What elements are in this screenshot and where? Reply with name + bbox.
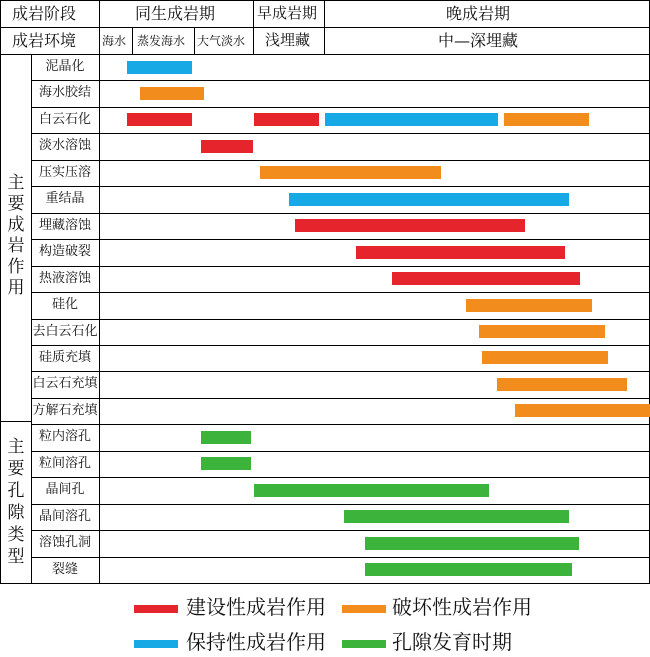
env-label: 成岩环境 bbox=[12, 31, 77, 50]
row-separator bbox=[31, 160, 650, 161]
bar-pore bbox=[365, 537, 579, 550]
row-separator bbox=[31, 80, 650, 81]
env-shallow: 浅埋藏 bbox=[265, 31, 311, 49]
legend-swatch-pore bbox=[342, 640, 386, 648]
row-separator bbox=[31, 451, 650, 452]
row-label: 晶间孔 bbox=[45, 482, 85, 498]
row-label: 溶蚀孔洞 bbox=[38, 535, 91, 551]
stage-syn: 同生成岩期 bbox=[135, 4, 216, 23]
bar-constructive bbox=[201, 140, 253, 153]
row-label: 热液溶蚀 bbox=[38, 270, 91, 286]
bar-constructive bbox=[356, 246, 565, 259]
grid-line bbox=[253, 0, 254, 54]
bar-destructive bbox=[497, 378, 627, 391]
bar-pore bbox=[254, 484, 489, 497]
row-separator bbox=[31, 186, 650, 187]
row-label: 海水胶结 bbox=[38, 85, 91, 101]
row-label: 硅化 bbox=[51, 297, 78, 313]
bar-preservative bbox=[325, 113, 498, 126]
group-main-diagenesis: 主要成岩作用 bbox=[7, 173, 25, 298]
bar-destructive bbox=[466, 299, 592, 312]
row-separator bbox=[31, 345, 650, 346]
env-meteoric: 大气淡水 bbox=[197, 34, 246, 48]
legend-constructive: 建设性成岩作用 bbox=[186, 595, 326, 619]
bar-constructive bbox=[295, 219, 525, 232]
row-label: 埋藏溶蚀 bbox=[38, 217, 91, 233]
stage-label: 成岩阶段 bbox=[12, 4, 77, 23]
grid-line bbox=[0, 54, 650, 55]
row-separator bbox=[31, 504, 650, 505]
bar-destructive bbox=[482, 351, 608, 364]
env-deep: 中—深埋藏 bbox=[438, 31, 519, 50]
row-label: 裂缝 bbox=[51, 561, 78, 577]
legend-swatch-destructive bbox=[342, 605, 386, 613]
bar-pore bbox=[201, 431, 251, 444]
row-separator bbox=[31, 477, 650, 478]
bar-constructive bbox=[127, 113, 192, 126]
row-separator bbox=[31, 424, 650, 425]
legend-swatch-constructive bbox=[134, 605, 178, 613]
row-separator bbox=[31, 319, 650, 320]
row-label: 晶间溶孔 bbox=[38, 508, 91, 524]
row-label: 构造破裂 bbox=[38, 244, 91, 260]
row-label: 重结晶 bbox=[45, 191, 85, 207]
row-label: 淡水溶蚀 bbox=[38, 138, 91, 154]
grid-line bbox=[0, 421, 31, 422]
row-separator bbox=[31, 133, 650, 134]
bar-destructive bbox=[515, 404, 650, 417]
legend-swatch-preservative bbox=[134, 640, 178, 648]
legend-destructive: 破坏性成岩作用 bbox=[392, 595, 532, 619]
grid-line bbox=[324, 0, 325, 54]
stage-late: 晚成岩期 bbox=[446, 4, 511, 23]
row-label: 粒内溶孔 bbox=[38, 429, 91, 445]
row-label: 去白云石化 bbox=[32, 323, 98, 339]
row-separator bbox=[31, 530, 650, 531]
row-separator bbox=[31, 239, 650, 240]
bar-destructive bbox=[504, 113, 589, 126]
row-separator bbox=[31, 213, 650, 214]
grid-line bbox=[194, 27, 195, 54]
bar-constructive bbox=[392, 272, 580, 285]
bar-constructive bbox=[254, 113, 319, 126]
env-evap: 蒸发海水 bbox=[137, 34, 186, 48]
row-label: 粒间溶孔 bbox=[38, 455, 91, 471]
row-separator bbox=[31, 371, 650, 372]
env-sea: 海水 bbox=[102, 34, 127, 48]
legend-preservative: 保持性成岩作用 bbox=[186, 630, 326, 654]
row-label: 压实压溶 bbox=[38, 164, 91, 180]
grid-line bbox=[0, 0, 650, 1]
row-separator bbox=[31, 557, 650, 558]
bar-pore bbox=[201, 457, 251, 470]
bar-destructive bbox=[140, 87, 204, 100]
grid-line bbox=[0, 27, 650, 28]
bar-preservative bbox=[127, 61, 192, 74]
row-separator bbox=[31, 107, 650, 108]
row-label: 硅质充填 bbox=[38, 349, 91, 365]
bar-pore bbox=[344, 510, 569, 523]
bar-preservative bbox=[289, 193, 569, 206]
row-separator bbox=[31, 292, 650, 293]
grid-line bbox=[0, 583, 650, 584]
grid-line bbox=[0, 0, 1, 584]
row-label: 方解石充填 bbox=[32, 402, 98, 418]
grid-line bbox=[132, 27, 133, 54]
row-separator bbox=[31, 398, 650, 399]
row-label: 泥晶化 bbox=[45, 59, 85, 74]
bar-destructive bbox=[479, 325, 605, 338]
stage-early: 早成岩期 bbox=[257, 4, 318, 22]
row-label: 白云石化 bbox=[38, 111, 91, 127]
row-separator bbox=[31, 266, 650, 267]
bar-destructive bbox=[260, 166, 441, 179]
group-main-pores: 主要孔隙类型 bbox=[7, 437, 25, 567]
legend-pore: 孔隙发育时期 bbox=[392, 630, 512, 654]
bar-pore bbox=[365, 563, 572, 576]
row-label: 白云石充填 bbox=[32, 376, 98, 392]
